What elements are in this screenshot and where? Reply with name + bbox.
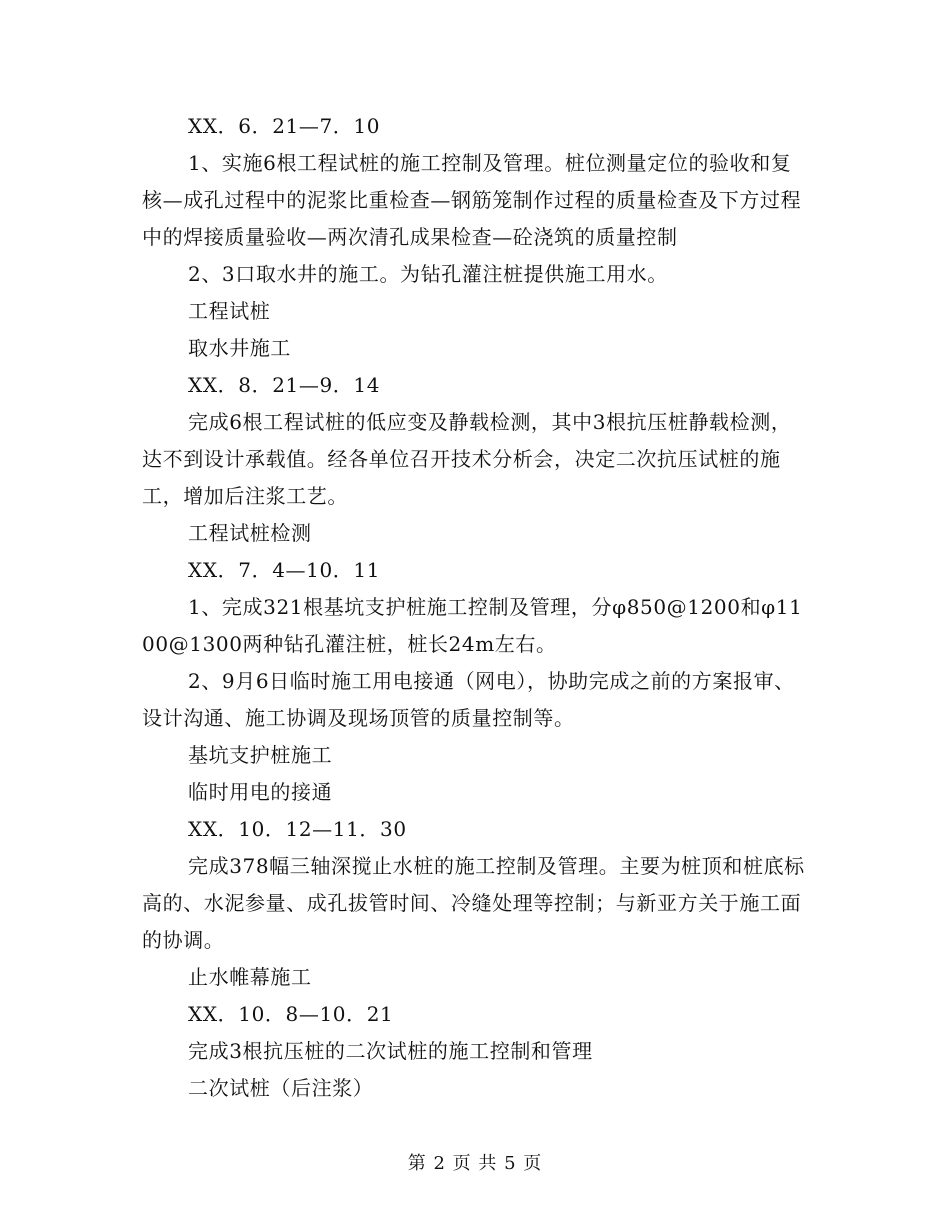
paragraph-date-3: XX．7．4—10．11	[188, 558, 381, 582]
document-body	[142, 108, 808, 1107]
paragraph-date-1: XX．6．21—7．10	[188, 114, 381, 138]
paragraph-heading-pile-inspection: 工程试桩检测	[188, 521, 312, 545]
paragraph-heading-test-pile: 工程试桩	[188, 299, 271, 323]
paragraph-date-5: XX．10．8—10．21	[188, 1002, 394, 1026]
paragraph-date-4: XX．10．12—11．30	[188, 817, 407, 841]
paragraph-water-well: 2、3口取水井的施工。为钻孔灌注桩提供施工用水。	[188, 262, 668, 286]
paragraph-heading-second-test-pile: 二次试桩（后注浆）	[188, 1076, 374, 1100]
paragraph-temp-power: 2、9月6日临时施工用电接通（网电），协助完成之前的方案报审、设计沟通、施工协调及现场顶管的质量控制等。	[142, 669, 795, 730]
paragraph-heading-water-well: 取水井施工	[188, 336, 291, 360]
paragraph-test-pile-inspection: 完成6根工程试桩的低应变及静载检测，其中3根抗压桩静载检测，达不到设计承载值。经各单位召开技术分析会，决定二次抗压试桩的施工，增加后注浆工艺。	[142, 410, 792, 508]
paragraph-support-pile: 1、完成321根基坑支护桩施工控制及管理，分φ850@1200和φ1100@1300两种钻孔灌注桩，桩长24m左右。	[142, 595, 803, 656]
paragraph-cutoff-pile: 完成378幅三轴深搅止水桩的施工控制及管理。主要为桩顶和桩底标高的、水泥参量、成孔拔管时间、冷缝处理等控制；与新亚方关于施工面的协调。	[142, 854, 805, 952]
page-footer: 第 2 页 共 5 页	[407, 1153, 543, 1174]
paragraph-second-test-pile: 完成3根抗压桩的二次试桩的施工控制和管理	[188, 1039, 593, 1063]
paragraph-heading-temp-power: 临时用电的接通	[188, 780, 333, 804]
paragraph-heading-support-pile: 基坑支护桩施工	[188, 743, 333, 767]
paragraph-date-2: XX．8．21—9．14	[188, 373, 381, 397]
paragraph-test-pile-control: 1、实施6根工程试桩的施工控制及管理。桩位测量定位的验收和复核—成孔过程中的泥浆比重检查—钢筋笼制作过程的质量检查及下方过程中的焊接质量验收—两次清孔成果检查—砼浇筑的质量控制	[142, 151, 802, 249]
paragraph-heading-cutoff-curtain: 止水帷幕施工	[188, 965, 312, 989]
